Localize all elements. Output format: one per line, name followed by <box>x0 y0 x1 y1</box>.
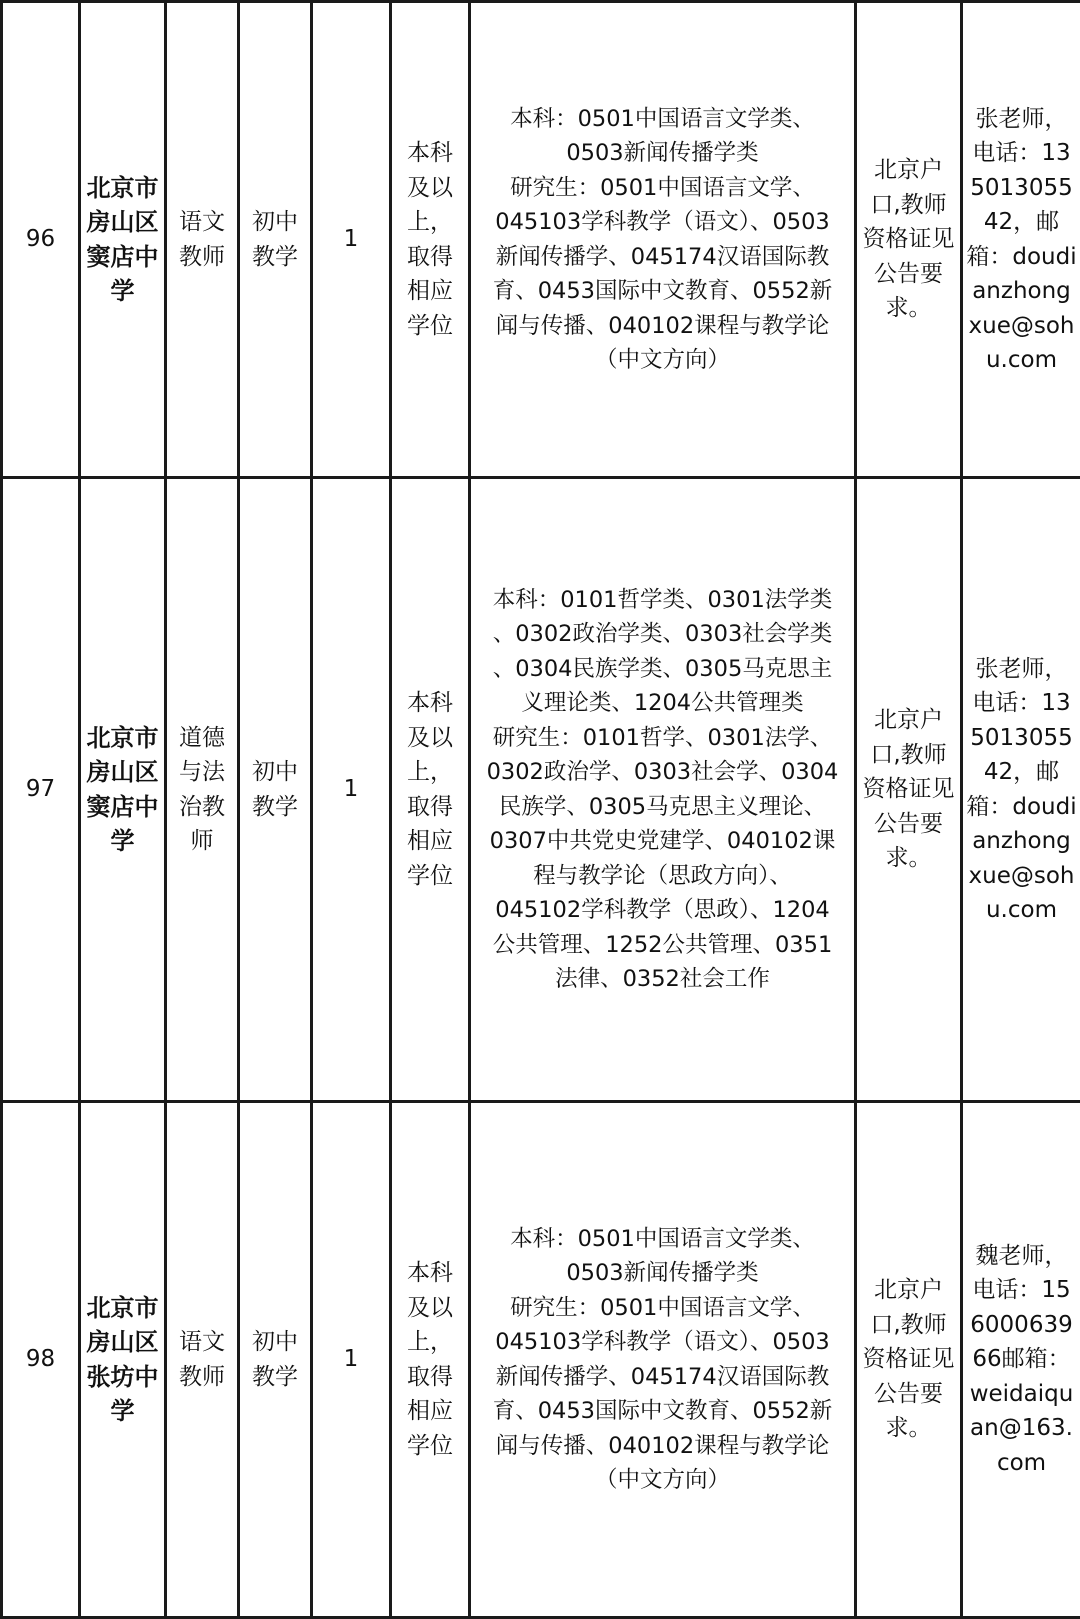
school-name: 北京市房山区张坊中学 <box>80 1102 166 1618</box>
major-requirement <box>470 478 856 1102</box>
other-requirement: 北京户口,教师资格证见公告要求。 <box>856 1102 962 1618</box>
major-line: 045103学科教学（语文）、0503 <box>477 205 848 240</box>
school-name: 北京市房山区窦店中学 <box>80 478 166 1102</box>
major-line: 0503新闻传播学类 <box>477 1256 848 1291</box>
major-line: 0503新闻传播学类 <box>477 136 848 171</box>
other-requirement: 北京户口,教师资格证见公告要求。 <box>856 2 962 478</box>
major-requirement <box>470 1102 856 1618</box>
position-category: 初中教学 <box>239 1102 312 1618</box>
position-name: 语文教师 <box>166 2 239 478</box>
major-line: 法律、0352社会工作 <box>477 962 848 997</box>
major-line: 公共管理、1252公共管理、0351 <box>477 928 848 963</box>
major-line: 育、0453国际中文教育、0552新 <box>477 1394 848 1429</box>
row-number: 97 <box>2 478 80 1102</box>
major-line: 程与教学论（思政方向）、 <box>477 859 848 894</box>
row-number: 96 <box>2 2 80 478</box>
major-requirement <box>470 2 856 478</box>
contact-info: 魏老师，电话：15600063966邮箱：weidaiquan@163.com <box>962 1102 1080 1618</box>
major-line: 本科：0501中国语言文学类、 <box>477 102 848 137</box>
major-line: 新闻传播学、045174汉语国际教 <box>477 240 848 275</box>
major-line: 育、0453国际中文教育、0552新 <box>477 274 848 309</box>
position-name: 语文教师 <box>166 1102 239 1618</box>
major-line: 045103学科教学（语文）、0503 <box>477 1325 848 1360</box>
position-name: 道德与法治教师 <box>166 478 239 1102</box>
major-line: 新闻传播学、045174汉语国际教 <box>477 1360 848 1395</box>
school-name: 北京市房山区窦店中学 <box>80 2 166 478</box>
other-requirement: 北京户口,教师资格证见公告要求。 <box>856 478 962 1102</box>
table-row <box>2 478 1080 1102</box>
major-line: （中文方向） <box>477 343 848 378</box>
major-line: 本科：0501中国语言文学类、 <box>477 1222 848 1257</box>
table-row <box>2 1102 1080 1618</box>
major-line: 民族学、0305马克思主义理论、 <box>477 790 848 825</box>
contact-info: 张老师，电话：13501305542，邮箱：doudianzhongxue@sohu.com <box>962 478 1080 1102</box>
major-line: 045102学科教学（思政）、1204 <box>477 893 848 928</box>
major-line: 闻与传播、040102课程与教学论 <box>477 1429 848 1464</box>
education-requirement: 本科及以上，取得相应学位 <box>391 1102 470 1618</box>
major-line: 0302政治学、0303社会学、0304 <box>477 755 848 790</box>
major-line: 研究生：0501中国语言文学、 <box>477 171 848 206</box>
contact-info: 张老师，电话：13501305542，邮箱：doudianzhongxue@sohu.com <box>962 2 1080 478</box>
education-requirement: 本科及以上，取得相应学位 <box>391 2 470 478</box>
major-line: 研究生：0101哲学、0301法学、 <box>477 721 848 756</box>
major-line: 0307中共党史党建学、040102课 <box>477 824 848 859</box>
position-category: 初中教学 <box>239 2 312 478</box>
education-requirement: 本科及以上，取得相应学位 <box>391 478 470 1102</box>
hire-count: 1 <box>312 2 391 478</box>
major-line: 、0302政治学类、0303社会学类 <box>477 617 848 652</box>
row-number: 98 <box>2 1102 80 1618</box>
major-line: 闻与传播、040102课程与教学论 <box>477 309 848 344</box>
major-line: 本科：0101哲学类、0301法学类 <box>477 583 848 618</box>
position-category: 初中教学 <box>239 478 312 1102</box>
table-row <box>2 2 1080 478</box>
major-line: 研究生：0501中国语言文学、 <box>477 1291 848 1326</box>
hire-count: 1 <box>312 1102 391 1618</box>
major-line: （中文方向） <box>477 1463 848 1498</box>
major-line: 义理论类、1204公共管理类 <box>477 686 848 721</box>
hire-count: 1 <box>312 478 391 1102</box>
major-line: 、0304民族学类、0305马克思主 <box>477 652 848 687</box>
